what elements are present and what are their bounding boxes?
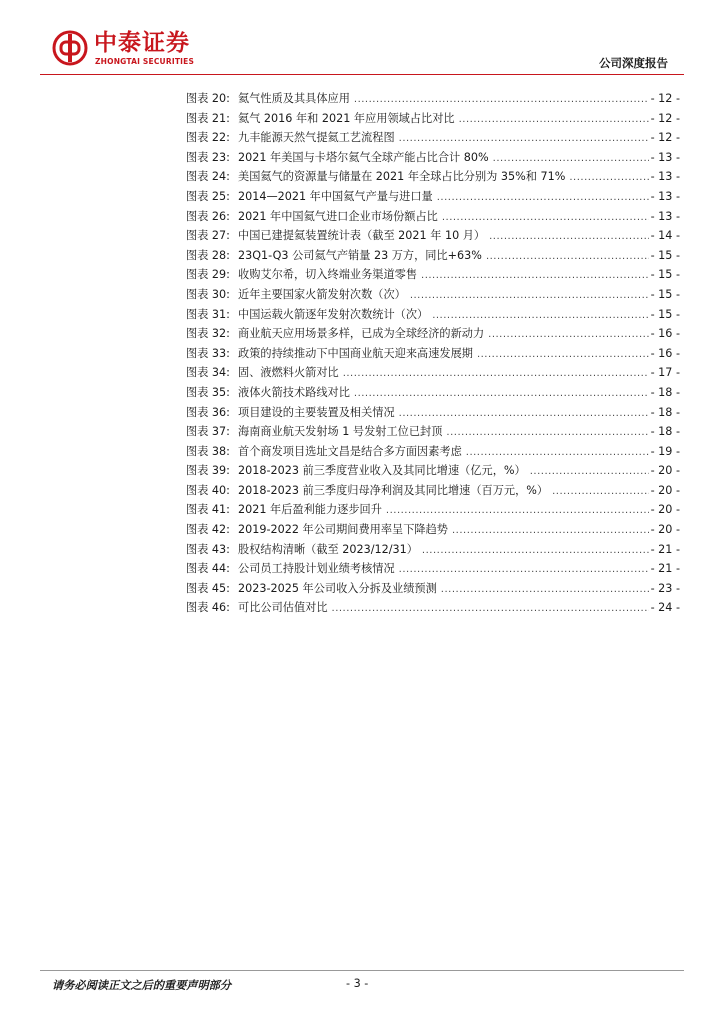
toc-entry-label: 图表 40: <box>186 483 230 497</box>
toc-leader-dots <box>399 129 649 149</box>
toc-entry-page: - 16 - <box>650 346 680 360</box>
toc-entry-label: 图表 36: <box>186 405 230 419</box>
footer-divider <box>40 970 684 971</box>
toc-leader-dots <box>446 423 648 443</box>
toc-entry-label: 图表 25: <box>186 189 230 203</box>
toc-entry[interactable] <box>186 128 680 148</box>
toc-entry-page: - 20 - <box>650 464 680 478</box>
toc-entry[interactable] <box>186 324 680 344</box>
toc-leader-dots <box>452 521 649 541</box>
toc-entry-label: 图表 20: <box>186 92 230 105</box>
toc-entry-page: - 20 - <box>650 503 680 517</box>
toc-entry-label: 图表 33: <box>186 346 230 360</box>
toc-entry-label: 图表 45: <box>186 581 230 595</box>
toc-leader-dots <box>399 560 649 580</box>
toc-entry[interactable] <box>186 579 680 599</box>
toc-entry[interactable] <box>186 481 680 501</box>
logo-english-name: ZHONGTAI SECURITIES <box>95 57 195 66</box>
toc-entry-label: 图表 42: <box>186 523 230 537</box>
toc-entry-title: 固、液燃料火箭对比 <box>238 366 339 380</box>
toc-entry[interactable] <box>186 598 680 618</box>
toc-entry-label: 图表 43: <box>186 542 230 556</box>
toc-entry-title: 商业航天应用场景多样，已成为全球经济的新动力 <box>238 327 485 341</box>
toc-entry-title: 可比公司估值对比 <box>238 601 328 615</box>
toc-entry-page: - 13 - <box>650 209 680 223</box>
toc-entry-page: - 18 - <box>650 425 680 439</box>
toc-leader-dots <box>437 188 649 208</box>
toc-entry[interactable] <box>186 207 680 227</box>
toc-entry-page: - 13 - <box>650 189 680 203</box>
toc-leader-dots <box>354 90 649 110</box>
header-divider <box>40 74 684 75</box>
toc-leader-dots <box>354 384 649 404</box>
toc-leader-dots <box>459 110 649 130</box>
toc-leader-dots <box>332 599 649 619</box>
toc-entry-page: - 12 - <box>650 111 680 125</box>
toc-entry-page: - 20 - <box>650 483 680 497</box>
toc-entry-label: 图表 27: <box>186 229 230 243</box>
company-logo <box>52 26 222 70</box>
toc-entry-page: - 19 - <box>650 444 680 458</box>
toc-entry[interactable] <box>186 363 680 383</box>
toc-entry-title: 氦气 2016 年和 2021 年应用领域占比对比 <box>238 111 455 125</box>
toc-entry-label: 图表 34: <box>186 366 230 380</box>
toc-leader-dots <box>477 345 649 365</box>
toc-entry-page: - 15 - <box>650 287 680 301</box>
toc-leader-dots <box>421 266 649 286</box>
toc-entry[interactable] <box>186 187 680 207</box>
toc-entry-title: 23Q1-Q3 公司氦气产销量 23 万方，同比+63% <box>238 248 482 262</box>
toc-entry-page: - 17 - <box>650 366 680 380</box>
toc-entry-label: 图表 29: <box>186 268 230 282</box>
toc-entry-page: - 14 - <box>650 229 680 243</box>
toc-entry-label: 图表 31: <box>186 307 230 321</box>
toc-entry-title: 海南商业航天发射场 1 号发射工位已封顶 <box>238 425 443 439</box>
toc-entry-label: 图表 46: <box>186 601 230 615</box>
toc-entry[interactable] <box>186 246 680 266</box>
toc-entry[interactable] <box>186 109 680 129</box>
toc-leader-dots <box>441 580 649 600</box>
toc-entry-title: 项目建设的主要装置及相关情况 <box>238 405 395 419</box>
toc-entry-title: 2021 年美国与卡塔尔氦气全球产能占比合计 80% <box>238 150 489 164</box>
toc-entry-page: - 15 - <box>650 307 680 321</box>
toc-leader-dots <box>552 482 648 502</box>
toc-entry-title: 液体火箭技术路线对比 <box>238 385 350 399</box>
zhongtai-logo-icon <box>52 30 88 66</box>
toc-entry[interactable] <box>186 461 680 481</box>
toc-entry[interactable] <box>186 265 680 285</box>
toc-entry-title: 政策的持续推动下中国商业航天迎来高速发展期 <box>238 346 473 360</box>
toc-entry[interactable] <box>186 167 680 187</box>
toc-entry-title: 2018-2023 前三季度营业收入及其同比增速（亿元，%） <box>238 464 526 478</box>
toc-entry-page: - 13 - <box>650 150 680 164</box>
toc-entry[interactable] <box>186 89 680 109</box>
toc-entry-title: 2018-2023 前三季度归母净利润及其同比增速（百万元，%） <box>238 483 549 497</box>
toc-entry-page: - 18 - <box>650 405 680 419</box>
toc-leader-dots <box>489 227 648 247</box>
toc-entry-page: - 16 - <box>650 327 680 341</box>
toc-entry-page: - 13 - <box>650 170 680 184</box>
toc-entry-label: 图表 23: <box>186 150 230 164</box>
toc-entry[interactable] <box>186 344 680 364</box>
toc-entry-label: 图表 38: <box>186 444 230 458</box>
toc-entry-title: 九丰能源天然气提氦工艺流程图 <box>238 131 395 145</box>
toc-entry-title: 股权结构清晰（截至 2023/12/31） <box>238 542 418 556</box>
toc-leader-dots <box>466 443 649 463</box>
toc-entry-title: 2023-2025 年公司收入分拆及业绩预测 <box>238 581 437 595</box>
toc-entry-title: 首个商发项目选址文昌是结合多方面因素考虑 <box>238 444 462 458</box>
toc-entry-label: 图表 28: <box>186 248 230 262</box>
toc-leader-dots <box>530 462 649 482</box>
toc-entry-label: 图表 26: <box>186 209 230 223</box>
figure-index-list <box>186 89 680 618</box>
toc-leader-dots <box>493 149 649 169</box>
toc-entry-label: 图表 37: <box>186 425 230 439</box>
toc-entry-title: 2021 年后盈利能力逐步回升 <box>238 503 382 517</box>
toc-entry[interactable] <box>186 226 680 246</box>
toc-entry-page: - 21 - <box>650 562 680 576</box>
toc-entry-page: - 21 - <box>650 542 680 556</box>
toc-leader-dots <box>386 501 649 521</box>
toc-entry-label: 图表 21: <box>186 111 230 125</box>
toc-entry-title: 收购艾尔希，切入终端业务渠道零售 <box>238 268 418 282</box>
toc-leader-dots <box>432 306 648 326</box>
report-type-label: 公司深度报告 <box>599 56 668 70</box>
toc-entry-page: - 15 - <box>650 268 680 282</box>
toc-entry[interactable] <box>186 148 680 168</box>
toc-entry[interactable] <box>186 520 680 540</box>
toc-entry-page: - 15 - <box>650 248 680 262</box>
toc-entry-title: 2019-2022 年公司期间费用率呈下降趋势 <box>238 523 448 537</box>
toc-entry[interactable] <box>186 559 680 579</box>
toc-leader-dots <box>442 208 649 228</box>
toc-entry-title: 中国已建提氦装置统计表（截至 2021 年 10 月） <box>238 229 486 243</box>
toc-entry[interactable] <box>186 305 680 325</box>
toc-entry[interactable] <box>186 285 680 305</box>
toc-entry-label: 图表 35: <box>186 385 230 399</box>
toc-leader-dots <box>569 168 648 188</box>
toc-entry-title: 中国运载火箭逐年发射次数统计（次） <box>238 307 429 321</box>
logo-chinese-name: 中泰证券 <box>94 30 190 56</box>
toc-entry[interactable] <box>186 403 680 423</box>
toc-entry[interactable] <box>186 442 680 462</box>
footer-disclaimer: 请务必阅读正文之后的重要声明部分 <box>52 979 232 992</box>
toc-entry[interactable] <box>186 383 680 403</box>
toc-entry-title: 氦气性质及其具体应用 <box>238 92 350 105</box>
toc-entry-page: - 24 - <box>650 601 680 615</box>
toc-entry-label: 图表 32: <box>186 327 230 341</box>
toc-entry[interactable] <box>186 500 680 520</box>
toc-entry-label: 图表 22: <box>186 131 230 145</box>
toc-entry-title: 2021 年中国氦气进口企业市场份额占比 <box>238 209 438 223</box>
toc-entry-title: 近年主要国家火箭发射次数（次） <box>238 287 406 301</box>
toc-entry-label: 图表 44: <box>186 562 230 576</box>
toc-entry[interactable] <box>186 422 680 442</box>
toc-leader-dots <box>488 325 648 345</box>
toc-entry-label: 图表 41: <box>186 503 230 517</box>
toc-entry-label: 图表 24: <box>186 170 230 184</box>
toc-leader-dots <box>343 364 649 384</box>
toc-leader-dots <box>399 404 649 424</box>
toc-entry-page: - 20 - <box>650 523 680 537</box>
toc-leader-dots <box>486 247 649 267</box>
toc-entry-title: 2014—2021 年中国氦气产量与进口量 <box>238 189 433 203</box>
toc-leader-dots <box>422 541 649 561</box>
toc-entry-page: - 12 - <box>650 92 680 105</box>
toc-entry-page: - 23 - <box>650 581 680 595</box>
toc-entry-page: - 18 - <box>650 385 680 399</box>
toc-entry-title: 公司员工持股计划业绩考核情况 <box>238 562 395 576</box>
toc-entry-label: 图表 39: <box>186 464 230 478</box>
toc-entry-label: 图表 30: <box>186 287 230 301</box>
toc-entry-title: 美国氦气的资源量与储量在 2021 年全球占比分别为 35%和 71% <box>238 170 566 184</box>
toc-entry[interactable] <box>186 540 680 560</box>
footer-page-number: - 3 - <box>346 977 369 990</box>
toc-leader-dots <box>410 286 649 306</box>
toc-entry-page: - 12 - <box>650 131 680 145</box>
